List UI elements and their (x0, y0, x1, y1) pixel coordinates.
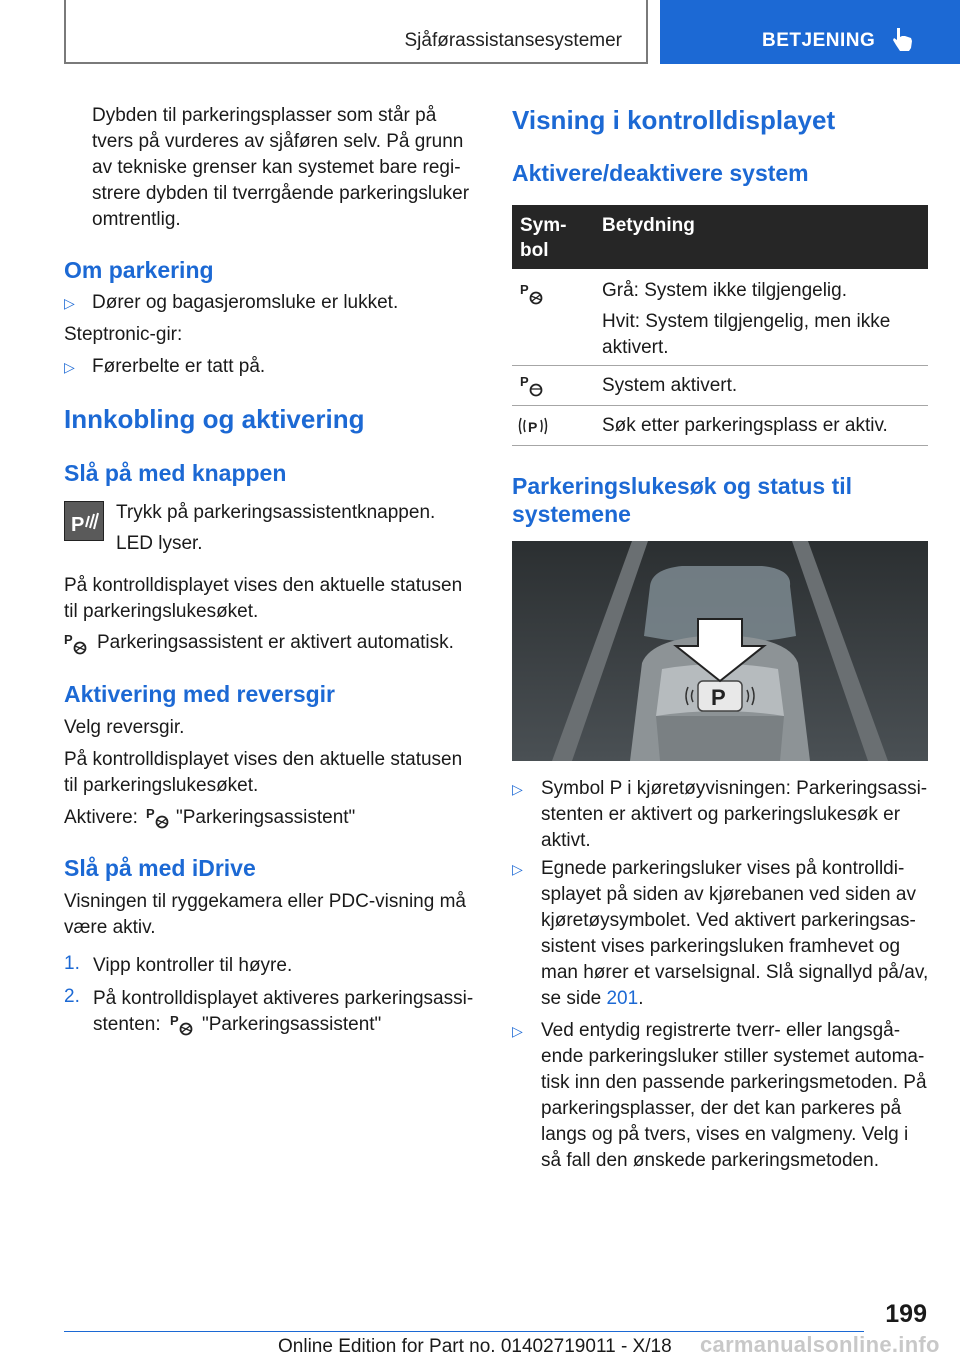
reversgir-line1: Velg reversgir. (64, 717, 185, 738)
activate-line: Aktivere: P "Parkeringsassistent" (64, 806, 356, 828)
knapp-line2: LED lyser. (116, 533, 203, 554)
page-link-201[interactable]: 201 (606, 988, 639, 1009)
bullet-triangle-icon: ▷ (512, 1023, 523, 1039)
list-item: ▷ Ved entydig registrerte tverr- eller langsgå- ende parkeringsluker stiller systemet automa- tisk inn den passende parkeringsmetoden. På parkeringsplasser, der det kan parkeres på langs og på tvers, vises en valgmeny. Velg i så fall den ønskede parkeringsmetoden. (512, 1020, 927, 1171)
heading-visning: Visning i kontrolldisplayet (512, 105, 836, 135)
list-item: ▷ Førerbelte er tatt på. (64, 356, 266, 377)
knapp-line1: Trykk på parkeringsassistentknappen. (116, 502, 436, 523)
svg-text:P: P (146, 806, 155, 821)
heading-aktivere: Aktivere/deaktivere system (512, 160, 809, 186)
header-section-title: Sjåførassistansesystemer (404, 30, 622, 51)
svg-text:P: P (520, 282, 529, 297)
svg-text:P: P (711, 685, 726, 710)
svg-text:P: P (170, 1013, 179, 1028)
symbol-table (512, 205, 928, 446)
bullet-triangle-icon: ▷ (512, 781, 523, 797)
parking-assist-icon (520, 281, 544, 305)
list-item: 2. På kontrolldisplayet aktiveres parkeringsassi- stenten: P "Parkeringsassistent" (64, 986, 474, 1035)
watermark: carmanualsonline.info (700, 1332, 940, 1357)
steptronic-label: Steptronic-gir: (64, 324, 183, 345)
bullet-triangle-icon: ▷ (512, 861, 523, 877)
heading-om-parkering: Om parkering (64, 257, 214, 283)
list-item: ▷ Egnede parkeringsluker vises på kontrolldi- splayet på siden av kjørebanen ved siden av kjøretøysymbolet. Ved aktivert parkeringsas- sistent vises parkeringsluken framhevet og man hører et varselsignal. Slå signallyd på/av, se side 201. (512, 858, 929, 1009)
list-item: 1. Vipp kontroller til høyre. (64, 953, 293, 976)
bullet-triangle-icon: ▷ (64, 295, 75, 311)
heading-status: Parkeringslukesøk og status til systemene (512, 473, 853, 527)
heading-idrive: Slå på med iDrive (64, 855, 256, 881)
heading-knappen: Slå på med knappen (64, 460, 287, 486)
header-chapter-box (660, 0, 960, 64)
list-item: ▷ Dører og bagasjeromsluke er lukket. (64, 292, 399, 313)
parking-search-icon (518, 415, 548, 437)
svg-text:P: P (520, 374, 529, 389)
intro-paragraph: Dybden til parkeringsplasser som står på tvers på vurderes av sjåføren selv. På grunn av tekniske grenser kan systemet bare regi- strere dybden til tverrgående parkeringsluker omtrentlig. (92, 105, 470, 230)
table-header-meaning: Betydning (602, 215, 695, 236)
page-number: 199 (885, 1300, 927, 1328)
header-chapter-title: BETJENING (762, 30, 876, 51)
auto-activated-text: Parkeringsassistent er aktivert automatisk. (97, 632, 454, 653)
table-row: P Søk etter parkeringsplass er aktiv. (512, 406, 928, 446)
table-row: P System aktivert. (512, 366, 928, 406)
knapp-paragraph: På kontrolldisplayet vises den aktuelle statusen til parkeringslukesøket. (64, 575, 463, 622)
reversgir-paragraph: På kontrolldisplayet vises den aktuelle statusen til parkeringslukesøket. (64, 749, 463, 796)
parking-assist-active-icon (520, 373, 544, 397)
bullet-triangle-icon: ▷ (64, 359, 75, 375)
footer-edition: Online Edition for Part no. 01402719011 - X/18 (278, 1336, 672, 1357)
parking-assist-icon (146, 805, 170, 829)
parking-assist-button-icon (64, 501, 104, 541)
vehicle-display-image (512, 541, 928, 761)
svg-text:P: P (528, 419, 538, 435)
vehicle-view-illustration (512, 541, 928, 761)
parking-assist-icon (170, 1012, 194, 1036)
heading-innkobling: Innkobling og aktivering (64, 404, 365, 434)
idrive-paragraph: Visningen til ryggekamera eller PDC-visning må være aktiv. (64, 891, 466, 938)
svg-text:P: P (64, 632, 73, 647)
hand-pointer-icon (892, 26, 914, 52)
header-section-box (64, 0, 648, 64)
list-item: ▷ Symbol P i kjøretøyvisningen: Parkeringsassi- stenten er aktivert og parkeringslukesøk er aktivt. (512, 778, 928, 851)
parking-assist-icon (64, 631, 88, 655)
table-header-symbol: Sym- bol (520, 215, 567, 261)
table-row: P Grå: System ikke tilgjengelig. Hvit: System tilgjengelig, men ikke aktivert. (512, 269, 928, 366)
heading-reversgir: Aktivering med reversgir (64, 681, 336, 707)
svg-text:P: P (71, 514, 85, 536)
table-header (512, 205, 928, 269)
